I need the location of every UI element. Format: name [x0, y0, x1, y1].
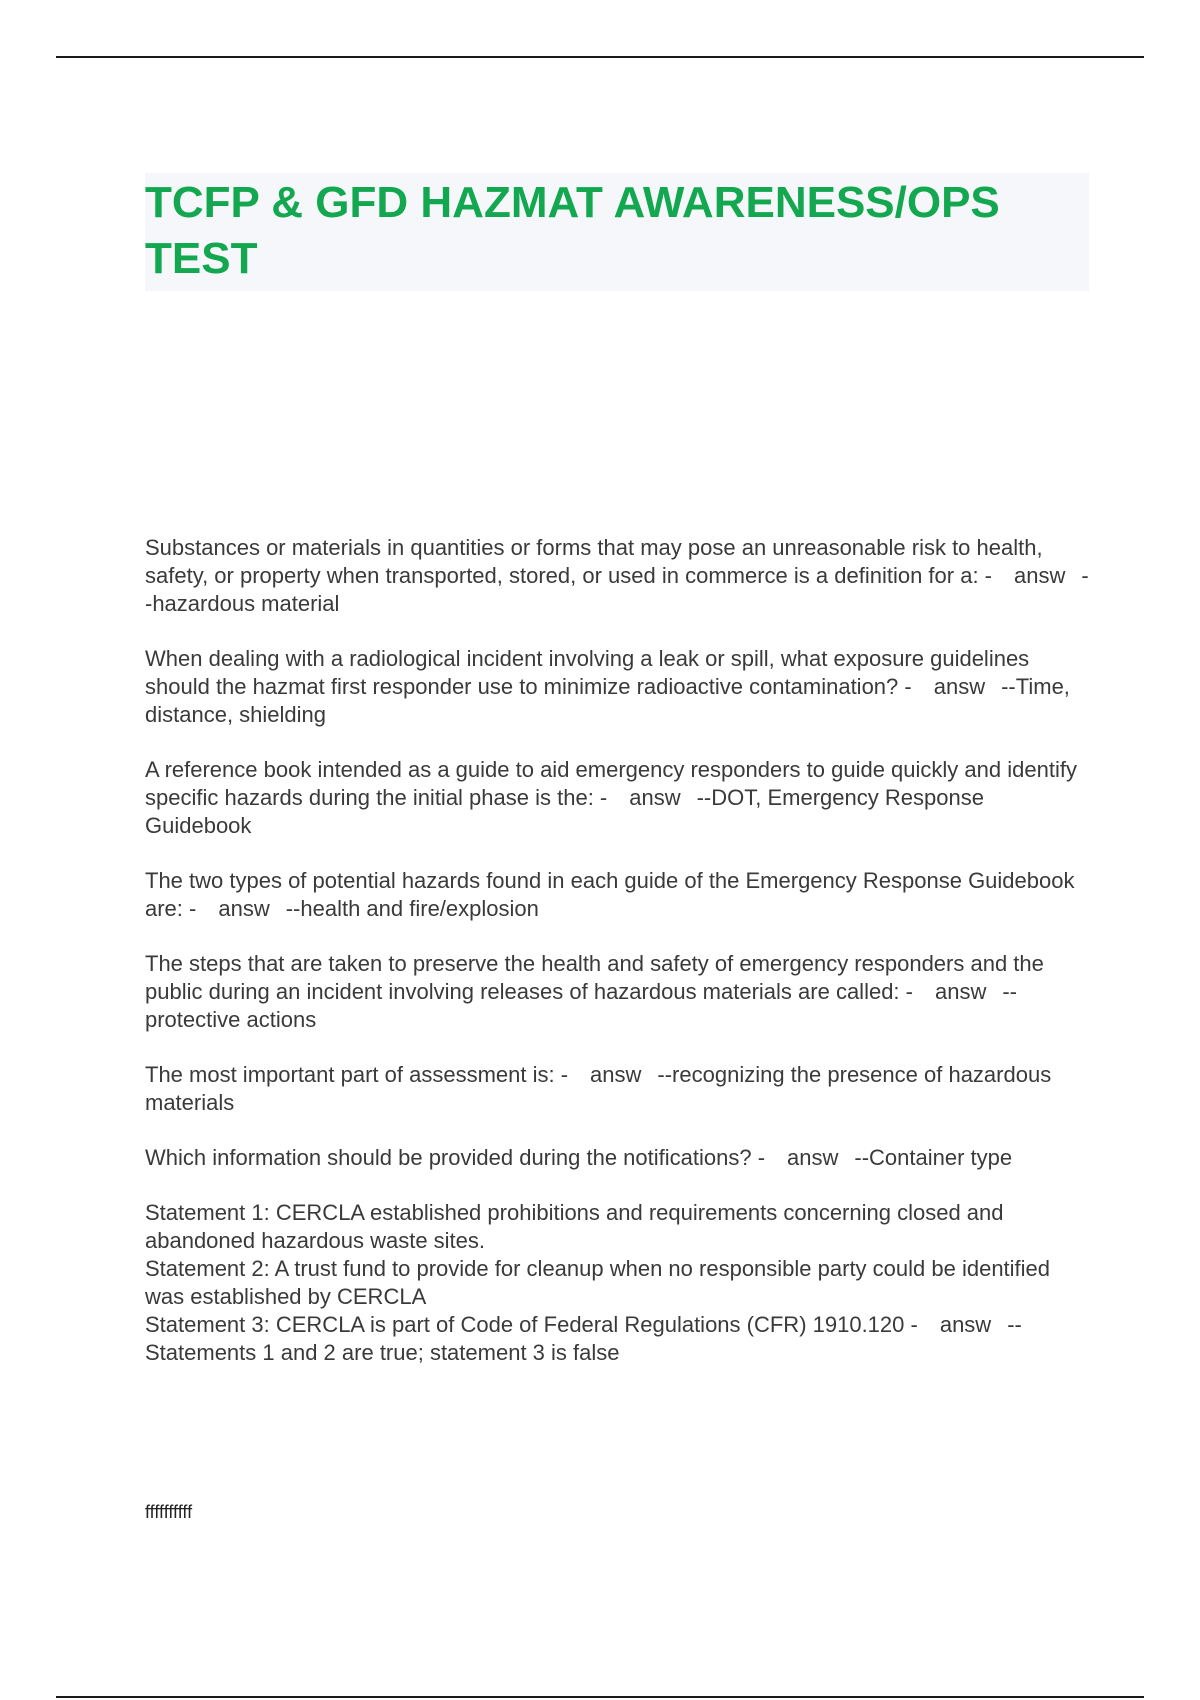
answer-marker: answ [934, 979, 987, 1004]
question-text: When dealing with a radiological incident involving a leak or spill, what exposure guidelines should the hazmat first responder use to minimize radioactive contamination? - [145, 646, 1036, 699]
qa-item [145, 534, 1095, 618]
answer-marker: answ [1014, 563, 1066, 588]
bottom-rule [56, 1696, 1144, 1698]
answer-marker: answ [787, 1145, 839, 1170]
question-text: The steps that are taken to preserve the health and safety of emergency responders and the public during an incident involving releases of hazardous materials are called: - [145, 951, 1051, 1004]
qa-item [145, 1061, 1095, 1117]
answer-text: --recognizing the presence of hazardous materials [145, 1062, 1058, 1115]
title-block [145, 173, 1089, 291]
answer-text: --hazardous material [145, 563, 1089, 616]
answer-marker: answ [939, 1312, 992, 1337]
qa-item [145, 645, 1095, 729]
answer-text: --health and fire/explosion [285, 896, 539, 921]
answer-text: --Time, distance, shielding [145, 674, 1077, 727]
question-text: Statement 1: CERCLA established prohibitions and requirements concerning closed and abandoned hazardous waste sites. Statement 2: A trust fund to provide for cleanup when no responsible party could be identified was established by CERCLA Statement 3: CERCLA is part of Code of Federal Regulations (CFR) 1910.120 - [145, 1200, 1051, 1337]
qa-item [145, 756, 1095, 840]
answer-text: --DOT, Emergency Response Guidebook [145, 785, 991, 838]
answer-text: --protective actions [145, 979, 1017, 1032]
footer-text: ffffffffff [145, 1502, 193, 1522]
answer-marker: answ [590, 1062, 642, 1087]
qa-item [145, 950, 1095, 1034]
answer-marker: answ [629, 785, 681, 810]
question-text: Which information should be provided during the notifications? - [145, 1145, 766, 1170]
qa-list [145, 534, 1095, 1394]
answer-text: --Container type [854, 1145, 1013, 1170]
question-text: The most important part of assessment is: - [145, 1062, 569, 1087]
question-text: Substances or materials in quantities or forms that may pose an unreasonable risk to health, safety, or property when transported, stored, or used in commerce is a definition for a: - [145, 535, 1049, 588]
top-rule [56, 56, 1144, 58]
answer-text: --Statements 1 and 2 are true; statement 3 is false [145, 1312, 1022, 1365]
answer-marker: answ [218, 896, 270, 921]
question-text: The two types of potential hazards found in each guide of the Emergency Response Guidebook are: - [145, 868, 1081, 921]
document-title: TCFP & GFD HAZMAT AWARENESS/OPS TEST [145, 178, 1000, 283]
question-text: A reference book intended as a guide to aid emergency responders to guide quickly and identify specific hazards during the initial phase is the: - [145, 757, 1084, 810]
answer-marker: answ [933, 674, 986, 699]
qa-item [145, 1199, 1095, 1367]
qa-item [145, 867, 1095, 923]
qa-item [145, 1144, 1095, 1172]
